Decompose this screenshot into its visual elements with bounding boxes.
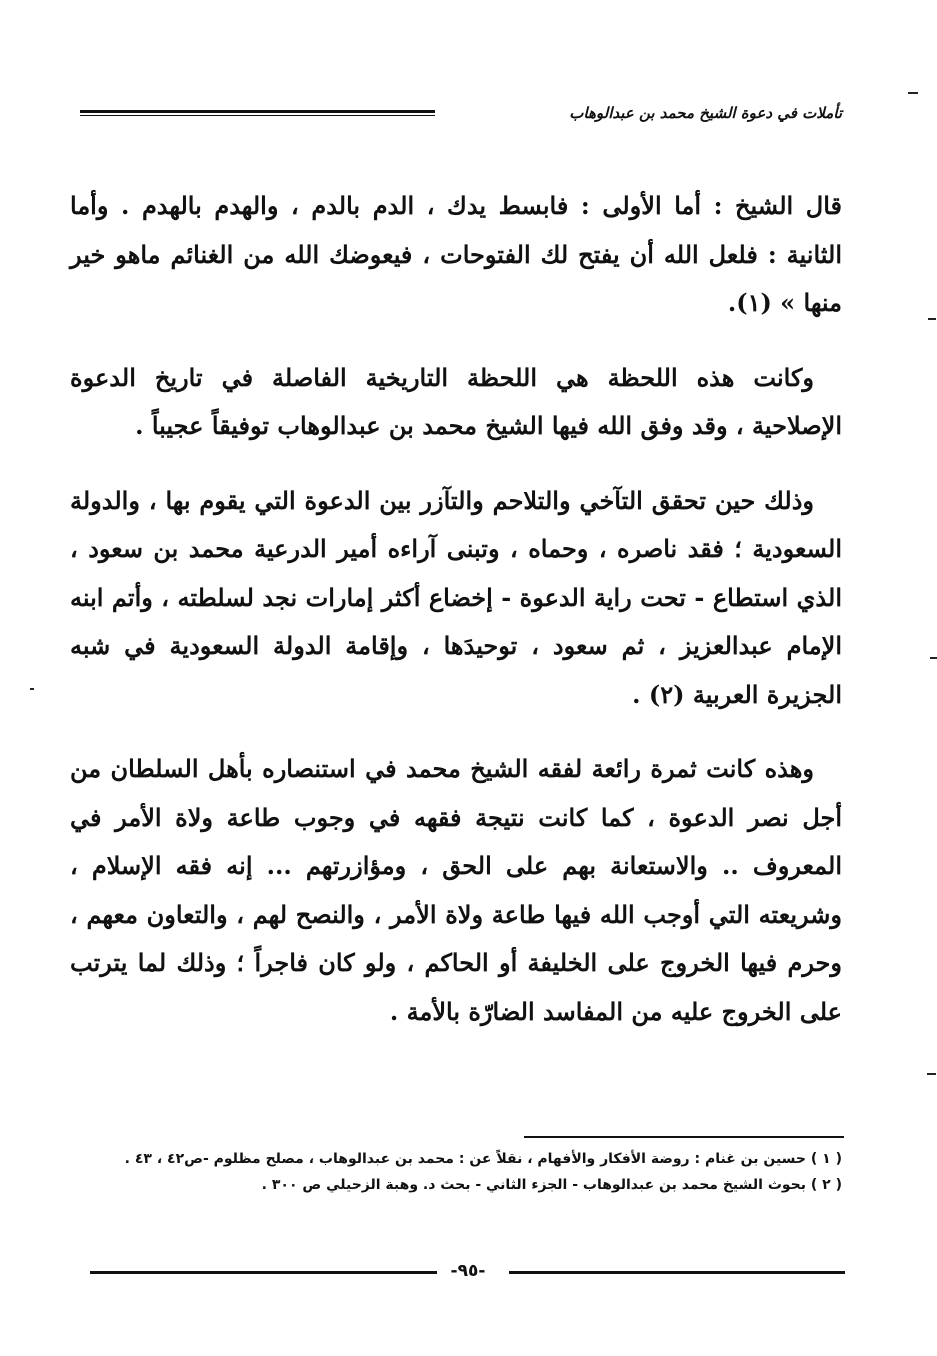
footer-rule-right: [509, 1271, 845, 1274]
footnotes: [124, 1146, 842, 1198]
page-number: -٩٥-: [450, 1261, 486, 1281]
scan-mark: [30, 688, 34, 690]
body-text: [70, 182, 842, 1062]
scan-mark: [930, 657, 937, 659]
paragraph-4: وهذه كانت ثمرة رائعة لفقه الشيخ محمد في استنصاره بأهل السلطان من أجل نصر الدعوة ، كما كانت نتيجة فقهه في وجوب طاعة ولاة الأمر في المعروف .. والاستعانة بهم على الحق ، ومؤازرتهم ... إنه فقه الإسلام ، وشريعته التي أوجب الله فيها طاعة ولاة الأمر ، والنصح لهم ، والتعاون معهم ، وحرم فيها الخروج على الخليفة أو الحاكم ، ولو كان فاجراً ؛ وذلك لما يترتب على الخروج عليه من المفاسد الضارّة بالأمة .: [70, 754, 843, 1026]
scan-mark: [927, 1073, 936, 1075]
footnote-2: ( ٢ ) بحوث الشيخ محمد بن عبدالوهاب - الجزء الثاني - بحث د. وهبة الزحيلي ص ٣٠٠ .: [261, 1177, 842, 1193]
footnote-1: ( ١ ) حسين بن غنام : روضة الأفكار والأفهام ، نقلاً عن : محمد بن عبدالوهاب ، مصلح مظلوم -ص٤٢ ، ٤٣ .: [124, 1151, 842, 1167]
footer-rule-left: [90, 1271, 437, 1274]
paragraph-1: قال الشيخ : أما الأولى : فابسط يدك ، الدم بالدم ، والهدم بالهدم . وأما الثانية : فلعل الله أن يفتح لك الفتوحات ، فيعوضك الله من الغنائم ماهو خير منها » (١).: [70, 191, 842, 317]
running-header: [80, 102, 842, 130]
scan-mark: [928, 318, 936, 320]
page-footer: [90, 1258, 845, 1286]
footnote-rule: [524, 1136, 844, 1138]
paragraph-2: وكانت هذه اللحظة هي اللحظة التاريخية الفاصلة في تاريخ الدعوة الإصلاحية ، وقد وفق الله فيها الشيخ محمد بن عبدالوهاب توفيقاً عجيباً .: [70, 362, 842, 440]
paragraph-3: وذلك حين تحقق التآخي والتلاحم والتآزر بين الدعوة التي يقوم بها ، والدولة السعودية ؛ فقد ناصره ، وحماه ، وتبنى آراءه أمير الدرعية محمد بن سعود ، الذي استطاع - تحت راية الدعوة - إخضاع أكثر إمارات نجد لسلطته ، وأتم ابنه الإمام عبدالعزيز ، ثم سعود ، توحيدَها ، وإقامة الدولة السعودية في شبه الجزيرة العربية (٢) .: [70, 485, 842, 709]
scan-mark: [908, 92, 918, 94]
header-title: تأملات في دعوة الشيخ محمد بن عبدالوهاب: [569, 104, 842, 122]
header-rule: [80, 110, 435, 116]
